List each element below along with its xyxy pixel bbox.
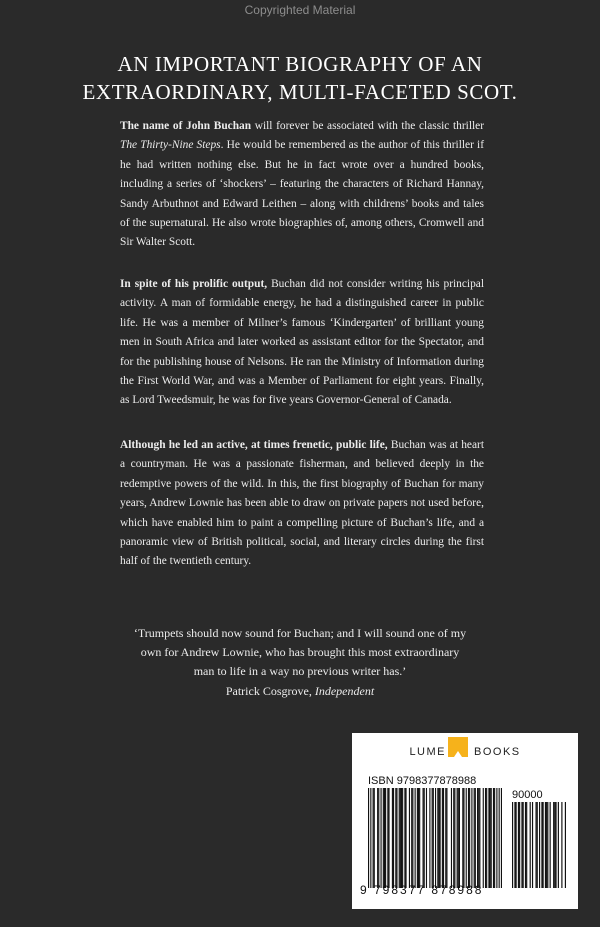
barcode-bar: [475, 788, 476, 888]
barcode-bar: [501, 788, 502, 888]
barcode-bar: [384, 788, 385, 888]
paragraph-1-text-a: will forever be associated with the classic thriller: [251, 120, 485, 132]
review-quote: [0, 624, 600, 681]
barcode-bar: [554, 802, 555, 888]
barcode-bar: [532, 802, 533, 888]
barcode-bar: [440, 788, 441, 888]
barcode-bar: [435, 788, 436, 888]
barcode-bar: [512, 802, 513, 888]
book-title: The Thirty-Nine Steps: [120, 139, 221, 152]
publisher-mark-icon: [448, 737, 468, 757]
price-code: 90000: [512, 789, 543, 801]
paragraph-3-text: Buchan was at heart a countryman. He was a passionate fisherman, and believed deeply in the redemptive powers of the wild. In this, the first biography of Buchan for many years, Andrew Lownie has been able to draw on private papers not used before, which have enabled him to paint a compelling picture of Buchan’s life, and a panoramic view of British political, social, and literary circles during the first half of the twentieth century.: [120, 439, 484, 568]
headline: [0, 50, 600, 106]
barcode-bar: [526, 802, 527, 888]
paragraph-2: [120, 275, 484, 411]
barcode-bar: [458, 788, 459, 888]
barcode-bar: [485, 788, 486, 888]
barcode-bar: [446, 788, 447, 888]
barcode-bar: [558, 802, 559, 888]
publisher-name-left: LUME: [409, 746, 446, 758]
barcode-bar: [494, 788, 495, 888]
paragraph-3: [120, 436, 484, 572]
barcode-bar: [469, 788, 470, 888]
barcode-bar: [396, 788, 397, 888]
barcode-bar: [374, 788, 375, 888]
barcode-bar: [486, 788, 487, 888]
barcode-bar: [523, 802, 524, 888]
addon-barcode: [512, 802, 566, 888]
barcode-bar: [402, 788, 403, 888]
barcode-bar: [525, 802, 526, 888]
barcode-bar: [445, 788, 446, 888]
quote-line-2: own for Andrew Lownie, who has brought this most extraordinary: [140, 645, 460, 659]
barcode-bar: [474, 788, 475, 888]
barcode-bar: [488, 788, 489, 888]
barcode-bar: [463, 788, 464, 888]
paragraph-3-lead: Although he led an active, at times frenetic, public life,: [120, 439, 388, 451]
barcode-bar: [429, 788, 430, 888]
barcode-bar: [392, 788, 393, 888]
barcode-bar: [516, 802, 517, 888]
quote-line-3: man to life in a way no previous writer has.’: [193, 664, 407, 678]
barcode-bar: [457, 788, 458, 888]
paragraph-2-lead: In spite of his prolific output,: [120, 278, 268, 290]
barcode-bar: [438, 788, 439, 888]
barcode-bar: [547, 802, 548, 888]
paragraph-2-text: Buchan did not consider writing his principal activity. A man of formidable energy, he had a distinguished career in public life. He was a member of Milner’s famous ‘Kindergarten’ of brilliant young men in South Africa and later worked as assistant editor for the Spectator, and for the publishing house of Nelsons. He ran the Ministry of Information during the First World War, and was a Member of Parliament for eight years. Finally, as Lord Tweedsmuir, he was for five years Governor-General of Canada.: [120, 278, 484, 407]
barcode-bar: [483, 788, 484, 888]
barcode-bar: [409, 788, 410, 888]
barcode-bar: [432, 788, 433, 888]
copyright-watermark: Copyrighted Material: [244, 3, 356, 17]
barcode-bar: [385, 788, 386, 888]
barcode-bar: [387, 788, 388, 888]
quote-attribution: [0, 684, 600, 699]
barcode-bar: [415, 788, 416, 888]
barcode-bar: [553, 802, 554, 888]
barcode-bar: [535, 802, 536, 888]
barcode-bar: [442, 788, 443, 888]
isbn-label: ISBN 9798377878988: [368, 775, 477, 787]
barcode-bar: [493, 788, 494, 888]
barcode-bar: [388, 788, 389, 888]
barcode-bar: [466, 788, 467, 888]
barcode-bar: [424, 788, 425, 888]
barcode-bar: [378, 788, 379, 888]
barcode-bar: [462, 788, 463, 888]
barcode-panel: [352, 733, 578, 909]
barcode-bar: [499, 788, 500, 888]
publisher-name-right: BOOKS: [474, 746, 521, 758]
barcode-bar: [453, 788, 454, 888]
quote-author: Patrick Cosgrove,: [225, 684, 315, 698]
barcode-bar: [491, 788, 492, 888]
headline-line-2: EXTRAORDINARY, MULTI-FACETED SCOT.: [82, 80, 518, 104]
barcode-bar: [519, 802, 520, 888]
paragraph-1: [120, 117, 484, 253]
barcode-bar: [380, 788, 381, 888]
paragraph-1-text-b: . He would be remembered as the author of this thriller if he had written nothing else. But he in fact wrote over a hundred books, including a series of ‘shockers’ – featuring the characters of Richard Hannay, Sandy Arbuthnot and Edward Leithen – along with childrens’ books and tales of the supernatural. He also wrote biographies of, among others, Cromwell and Sir Walter Scott.: [120, 139, 484, 249]
barcode-bar: [490, 788, 491, 888]
barcode-bar: [521, 802, 522, 888]
barcode-bar: [543, 802, 544, 888]
barcode-bar: [479, 788, 480, 888]
barcode-bar: [496, 788, 497, 888]
quote-source: Independent: [314, 684, 375, 698]
barcode-bar: [537, 802, 538, 888]
barcode-bar: [477, 788, 478, 888]
barcode-bar: [550, 802, 551, 888]
barcode-bar: [418, 788, 419, 888]
barcode-bar: [561, 802, 562, 888]
barcode-bar: [419, 788, 420, 888]
barcode-bar: [433, 788, 434, 888]
barcode-bar: [541, 802, 542, 888]
barcode-bar: [530, 802, 531, 888]
barcode-bar: [478, 788, 479, 888]
barcode-bar: [555, 802, 556, 888]
paragraph-1-lead: The name of John Buchan: [120, 120, 252, 132]
barcode-bar: [471, 788, 472, 888]
barcode-bar: [377, 788, 378, 888]
barcode-bar: [443, 788, 444, 888]
ean-barcode: [368, 788, 502, 888]
headline-line-1: AN IMPORTANT BIOGRAPHY OF AN: [117, 52, 483, 76]
barcode-bar: [454, 788, 455, 888]
barcode-bar: [437, 788, 438, 888]
barcode-bar: [393, 788, 394, 888]
barcode-bar: [405, 788, 406, 888]
barcode-bar: [423, 788, 424, 888]
ean-digits: 9 798377 878988: [360, 883, 484, 897]
barcode-bar: [404, 788, 405, 888]
publisher-logo: [352, 733, 578, 767]
barcode-bar: [411, 788, 412, 888]
barcode-bar: [565, 802, 566, 888]
barcode-bar: [383, 788, 384, 888]
barcode-bar: [400, 788, 401, 888]
barcode-bar: [545, 802, 546, 888]
barcode-bar: [370, 788, 371, 888]
barcode-bar: [401, 788, 402, 888]
barcode-bar: [451, 788, 452, 888]
barcode-bar: [518, 802, 519, 888]
barcode-bar: [417, 788, 418, 888]
quote-line-1: ‘Trumpets should now sound for Buchan; and I will sound one of my: [133, 626, 467, 640]
barcode-bar: [459, 788, 460, 888]
barcode-bar: [412, 788, 413, 888]
barcode-bar: [368, 788, 369, 888]
barcode-bar: [395, 788, 396, 888]
barcode-bar: [546, 802, 547, 888]
barcode-bar: [539, 802, 540, 888]
barcode-bar: [399, 788, 400, 888]
barcode-bar: [373, 788, 374, 888]
barcode-bar: [426, 788, 427, 888]
barcode-bar: [514, 802, 515, 888]
barcode-bar: [468, 788, 469, 888]
